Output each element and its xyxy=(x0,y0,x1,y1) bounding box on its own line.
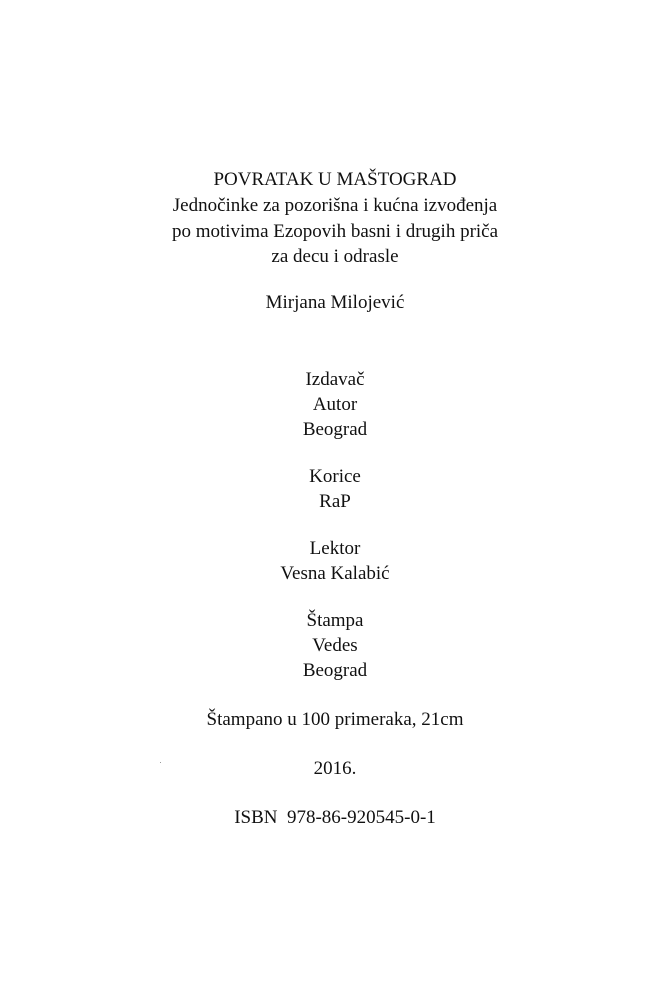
isbn: ISBN 978-86-920545-0-1 xyxy=(234,807,436,828)
publisher-label: Izdavač xyxy=(305,369,365,390)
print-label: Štampa xyxy=(306,610,364,631)
publisher-city: Beograd xyxy=(302,419,368,440)
subtitle-line-3: za decu i odrasle xyxy=(271,246,399,267)
book-title: POVRATAK U MAŠTOGRAD xyxy=(213,169,457,190)
printer-name: Vedes xyxy=(312,635,358,656)
cover-designer: RaP xyxy=(319,491,351,512)
subtitle-line-2: po motivima Ezopovih basni i drugih priča xyxy=(171,221,499,242)
editor-label: Lektor xyxy=(309,538,361,559)
subtitle-line-1: Jednočinke za pozorišna i kućna izvođenja xyxy=(172,195,498,216)
author-name: Mirjana Milojević xyxy=(265,292,405,313)
cover-label: Korice xyxy=(309,466,361,487)
publication-year: 2016. xyxy=(313,758,357,779)
printer-city: Beograd xyxy=(302,660,368,681)
publisher-name: Autor xyxy=(312,394,358,415)
editor-name: Vesna Kalabić xyxy=(280,563,390,584)
scan-speck xyxy=(160,762,161,763)
print-run: Štampano u 100 primeraka, 21cm xyxy=(206,709,464,730)
